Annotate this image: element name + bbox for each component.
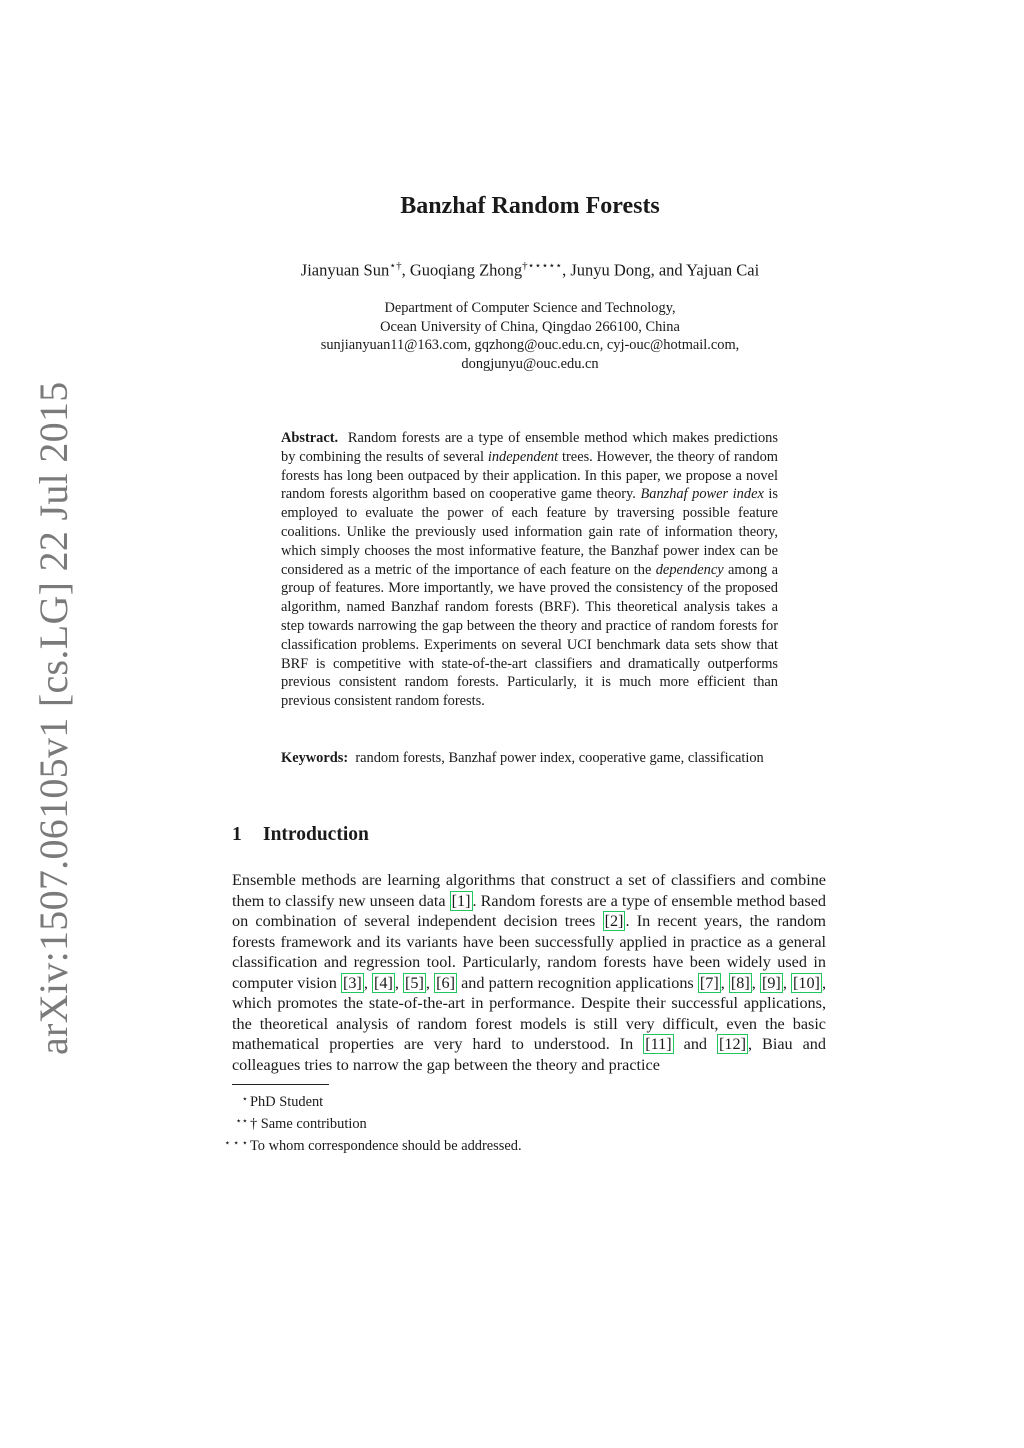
body-text: and pattern recognition applications (456, 973, 698, 992)
author-2-mark: †⋆⋆⋆⋆⋆ (522, 260, 563, 272)
abstract-text: trees. However, the theory of random forests has long been outpaced by their application. In this paper, we propose a novel random forests algorithm based on cooperative game theory. (281, 448, 779, 503)
separator: , (425, 973, 435, 992)
citation-link[interactable]: [11] (645, 1035, 672, 1053)
arxiv-identifier: arXiv:1507.06105v1 [cs.LG] 22 Jul 2015 (31, 381, 76, 1055)
intro-paragraph (232, 870, 826, 1075)
citation-link[interactable]: [1] (451, 891, 471, 910)
citation-link[interactable]: [2] (604, 912, 624, 930)
citation-link[interactable]: [3] (342, 973, 362, 992)
footnote-text: † Same contribution (250, 1116, 367, 1132)
body-text: Ensemble methods are learning algorithms that construct a set of classifiers and combine them to classify new unseen data (232, 871, 826, 910)
citation-link[interactable]: [10] (792, 973, 820, 992)
citation-link[interactable]: [9] (761, 973, 781, 992)
separator: , (751, 973, 760, 992)
citation-link[interactable]: [7] (699, 973, 719, 992)
footnote (216, 1090, 522, 1112)
body-text: . In recent years, the random forests framework and its variants have been successfully applied in practice as a general classification and regression tool. Particularly, random forests have been widely used in computer vision (232, 912, 827, 992)
body-text: . Random forests are a type of ensemble method based on combination of several independent decision trees (232, 891, 826, 930)
body-text: and (673, 1035, 718, 1053)
author-rest: , Junyu Dong, and Yajuan Cai (562, 260, 760, 280)
author-1: Jianyuan Sun (300, 260, 390, 280)
abstract-emphasis: dependency (655, 561, 724, 578)
affiliation-line: Department of Computer Science and Technology, (384, 300, 676, 316)
keywords (281, 749, 778, 768)
separator: , (363, 973, 372, 992)
citation-link[interactable]: [6] (436, 973, 455, 992)
abstract-label: Abstract. (281, 430, 339, 446)
footnote-text: To whom correspondence should be addressed. (250, 1138, 522, 1154)
abstract-emphasis: Banzhaf power index (640, 486, 764, 503)
abstract (281, 429, 778, 711)
separator: , (782, 973, 791, 992)
email-line: dongjunyu@ouc.edu.cn (461, 356, 599, 373)
footnote (216, 1134, 522, 1156)
author-2: , Guoqiang Zhong (401, 260, 523, 280)
abstract-text: is employed to evaluate the power of each feature by traversing possible feature coalitions. Unlike the previously used information gain rate of information theory, which simply chooses the most informative feature, the Banzhaf power index can be considered as a metric of the importance of each feature on the (281, 486, 778, 578)
affiliation-line: Ocean University of China, Qingdao 266100, China (380, 318, 680, 335)
section-heading (232, 824, 369, 846)
citation-link[interactable]: [8] (730, 973, 750, 992)
author-list (0, 259, 1024, 281)
abstract-text: among a group of features. More importantly, we have proved the consistency of the proposed algorithm, named Banzhaf random forests (BRF). This theoretical analysis takes a step towards narrowing the gap between the theory and practice of random forests for classification problems. Experiments on several UCI benchmark data sets show that BRF is competitive with state-of-the-art classifiers and dramatically outperforms previous consistent random forests. Particularly, it is much more efficient than previous consistent random forests. (281, 561, 778, 710)
section-number: 1 (232, 824, 242, 845)
footnote-rule (232, 1084, 329, 1085)
body-text: , Biau and colleagues tries to narrow the gap between the theory and practice (232, 1035, 826, 1074)
email-line: sunjianyuan11@163.com, gqzhong@ouc.edu.cn, cyj-ouc@hotmail.com, (320, 337, 740, 354)
affiliation (0, 299, 1024, 374)
keywords-text: random forests, Banzhaf power index, cooperative game, classification (355, 750, 764, 766)
separator: , (394, 973, 404, 992)
footnotes (216, 1090, 522, 1156)
section-title: Introduction (263, 824, 369, 845)
footnote (216, 1112, 522, 1134)
abstract-text: Random forests are a type of ensemble method which makes predictions by combining the results of several (281, 430, 778, 465)
paper-title: Banzhaf Random Forests (400, 193, 660, 219)
footnote-mark: ⋆ (241, 1094, 248, 1105)
footnote-mark: ⋆ ⋆ ⋆ (224, 1138, 248, 1149)
citation-link[interactable]: [12] (719, 1035, 746, 1053)
citation-link[interactable]: [5] (405, 973, 424, 992)
separator: , (720, 973, 729, 992)
footnote-text: PhD Student (250, 1094, 324, 1110)
keywords-label: Keywords: (281, 750, 349, 766)
abstract-emphasis: independent (487, 448, 559, 465)
citation-link[interactable]: [4] (374, 973, 393, 992)
body-text: , which promotes the state-of-the-art in performance. Despite their successful applications, the theoretical analysis of random forest models is still very difficult, even the basic mathematical properties are very hard to understood. In (232, 973, 826, 1053)
author-1-mark: ⋆† (389, 260, 402, 272)
footnote-mark: ⋆⋆ (235, 1116, 248, 1127)
